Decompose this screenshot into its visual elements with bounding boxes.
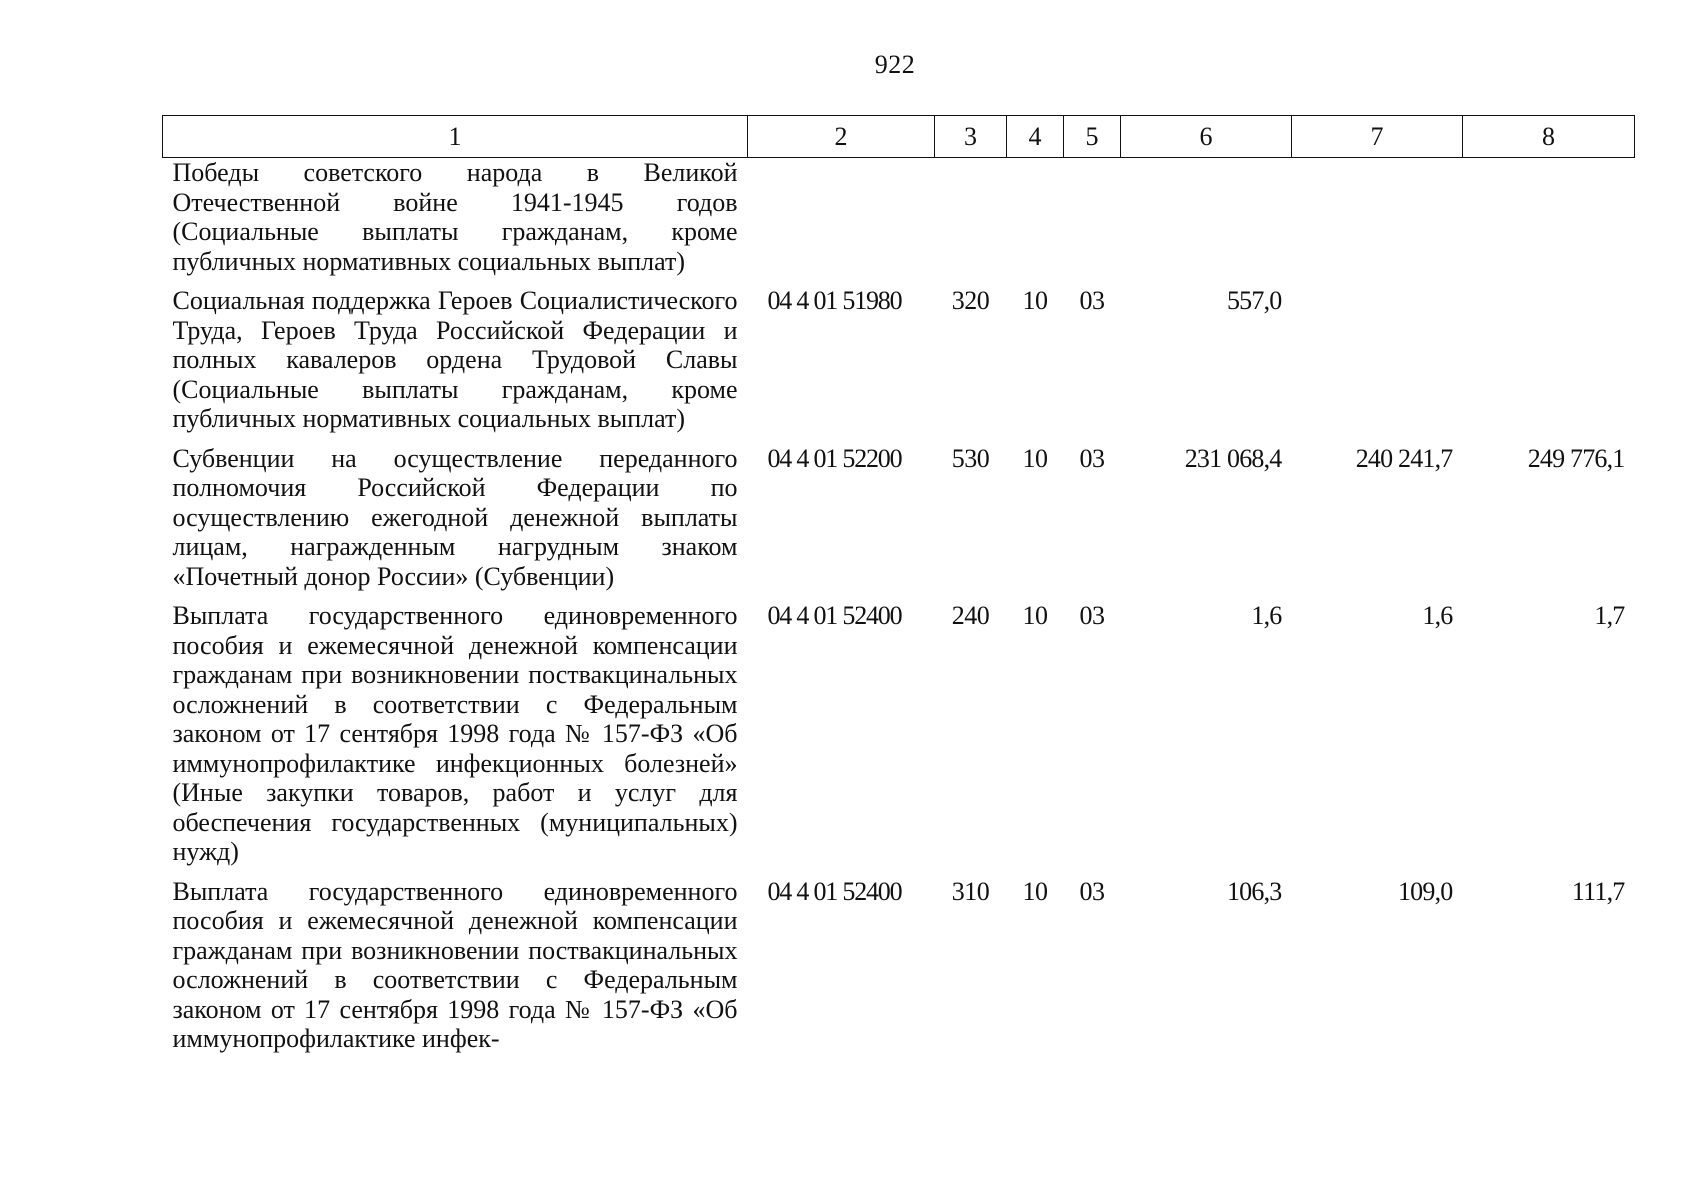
row-target-code: 04 4 01 52200 bbox=[767, 443, 902, 473]
column-header-3: 3 bbox=[935, 116, 1007, 158]
row-amount-col8 bbox=[1463, 158, 1635, 287]
page-number: 922 bbox=[874, 50, 916, 79]
row-description: Выплата государственного единовременного пособия и ежемесячной денежной компенсации гражданам при возникновении поствакцинальных осложнений в соответствии с Федеральным законом от 17 сентября 1998 года № 157-ФЗ «Об иммунопрофилактике инфек- bbox=[172, 876, 738, 1053]
column-header-8: 8 bbox=[1463, 116, 1635, 158]
row-amount-col7: 240 241,7 bbox=[1355, 443, 1453, 473]
row-amount-col6: 557,0 bbox=[1226, 286, 1282, 315]
column-header-6: 6 bbox=[1121, 116, 1292, 158]
row-subsection: 03 bbox=[1079, 876, 1105, 906]
row-description: Выплата государственного единовременного пособия и ежемесячной денежной компенсации гражданам при возникновении поствакцинальных осложнений в соответствии с Федеральным законом от 17 сентября 1998 года № 157-ФЗ «Об иммунопрофилактике инфекционных болезней» (Иные закупки товаров, работ и услуг для обеспечения государственных (муниципальных) нужд) bbox=[172, 601, 738, 866]
column-header-5: 5 bbox=[1064, 116, 1121, 158]
row-target-code: 04 4 01 51980 bbox=[767, 286, 902, 315]
row-amount-col8: 249 776,1 bbox=[1527, 443, 1625, 473]
row-amount-col6 bbox=[1121, 158, 1292, 287]
row-expense-type: 530 bbox=[951, 443, 990, 473]
row-description: Субвенции на осуществление переданного полномочия Российской Федерации по осуществлению ежегодной денежной выплаты лицам, награжденным нагрудным знаком «Почетный донор России» (Субвенции) bbox=[172, 443, 738, 591]
row-target-code bbox=[748, 158, 935, 287]
table-header-row bbox=[163, 116, 1635, 158]
row-section: 10 bbox=[1022, 601, 1048, 630]
row-amount-col7: 1,6 bbox=[1422, 601, 1453, 630]
row-amount-col7 bbox=[1292, 158, 1463, 287]
row-subsection: 03 bbox=[1079, 601, 1105, 630]
row-subsection bbox=[1064, 158, 1121, 287]
row-description: Победы советского народа в Великой Отечественной войне 1941-1945 годов (Социальные выплаты гражданам, кроме публичных нормативных социальных выплат) bbox=[172, 158, 738, 276]
row-amount-col6: 106,3 bbox=[1226, 876, 1282, 906]
row-target-code: 04 4 01 52400 bbox=[767, 876, 902, 906]
row-target-code: 04 4 01 52400 bbox=[767, 601, 902, 630]
table-row bbox=[163, 877, 1635, 1064]
table-row bbox=[163, 444, 1635, 602]
row-expense-type bbox=[935, 158, 1007, 287]
table-row bbox=[163, 601, 1635, 877]
row-subsection: 03 bbox=[1079, 443, 1105, 473]
row-amount-col8: 111,7 bbox=[1571, 876, 1625, 906]
row-amount-col6: 1,6 bbox=[1251, 601, 1282, 630]
column-header-4: 4 bbox=[1007, 116, 1064, 158]
row-expense-type: 320 bbox=[951, 286, 990, 315]
row-amount-col8 bbox=[1463, 286, 1635, 444]
row-amount-col8: 1,7 bbox=[1594, 601, 1625, 630]
row-amount-col7: 109,0 bbox=[1397, 876, 1453, 906]
column-header-1: 1 bbox=[163, 116, 748, 158]
budget-table bbox=[162, 115, 1635, 1064]
row-description: Социальная поддержка Героев Социалистического Труда, Героев Труда Российской Федерации и полных кавалеров ордена Трудовой Славы (Социальные выплаты гражданам, кроме публичных нормативных социальных выплат) bbox=[172, 286, 738, 433]
row-section: 10 bbox=[1022, 443, 1048, 473]
table-row bbox=[163, 158, 1635, 287]
row-amount-col6: 231 068,4 bbox=[1184, 443, 1282, 473]
row-expense-type: 310 bbox=[951, 876, 990, 906]
row-amount-col7 bbox=[1292, 286, 1463, 444]
row-subsection: 03 bbox=[1079, 286, 1105, 315]
row-section: 10 bbox=[1022, 286, 1048, 315]
row-section bbox=[1007, 158, 1064, 287]
row-expense-type: 240 bbox=[951, 601, 990, 630]
row-section: 10 bbox=[1022, 876, 1048, 906]
column-header-2: 2 bbox=[748, 116, 935, 158]
table-row bbox=[163, 286, 1635, 444]
column-header-7: 7 bbox=[1292, 116, 1463, 158]
